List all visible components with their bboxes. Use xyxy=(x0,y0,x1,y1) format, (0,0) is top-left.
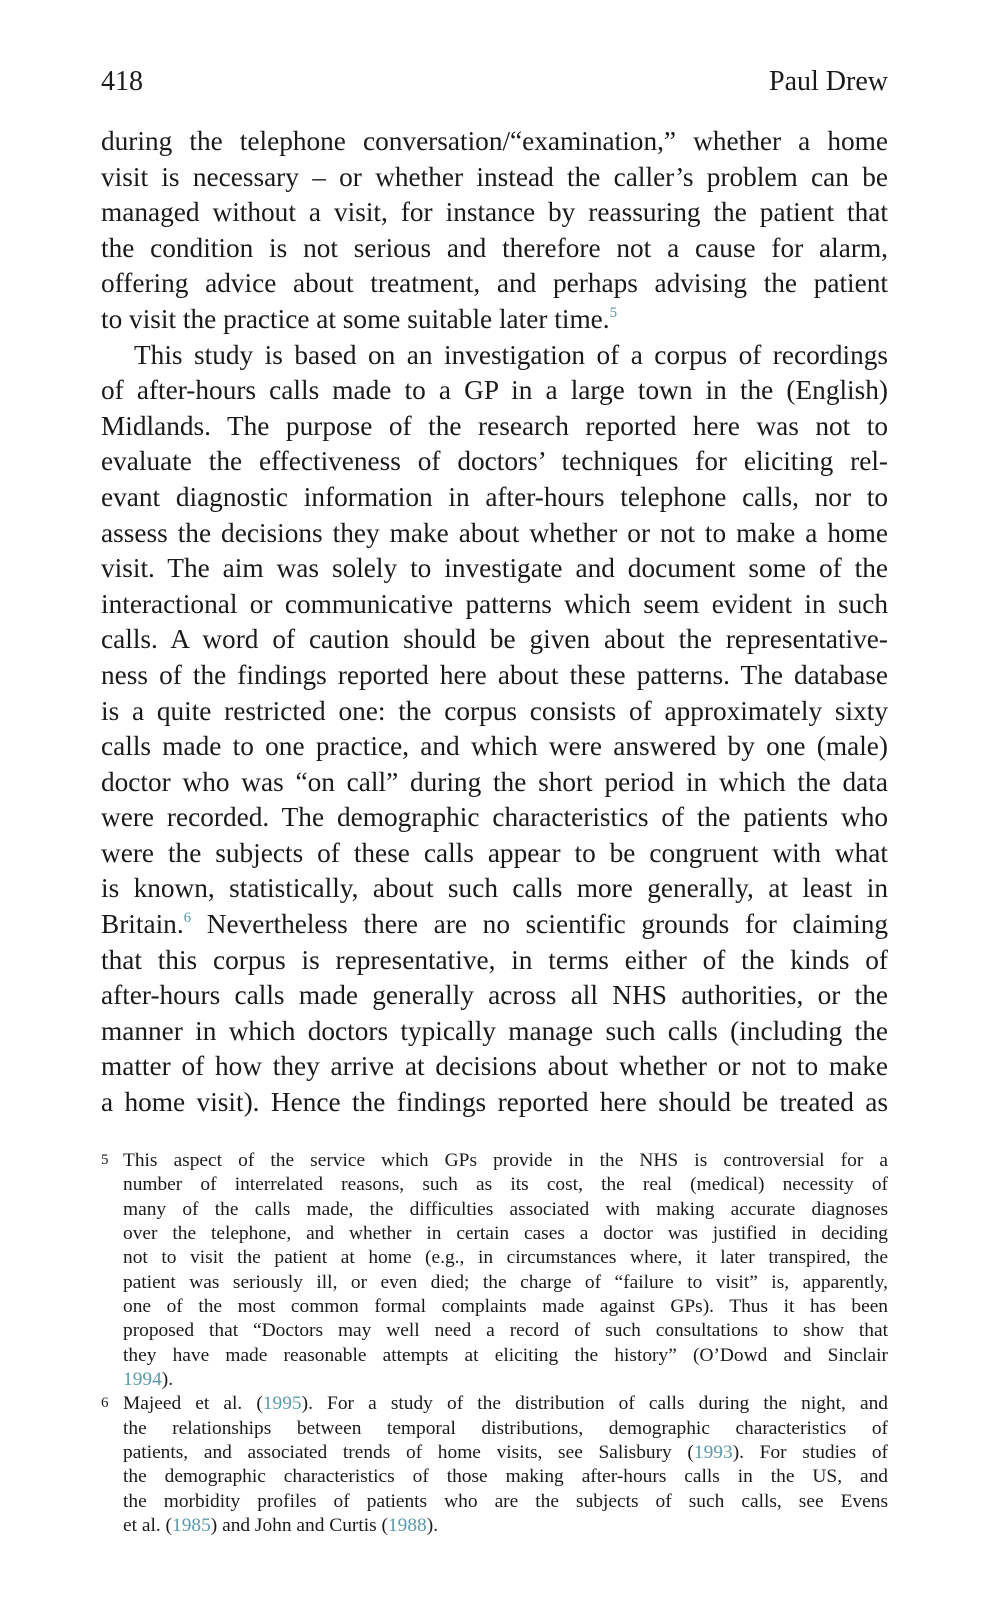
footnote-line: number of interrelated reasons, such as its cost, the real (medical) necessity of xyxy=(123,1174,888,1196)
text-line: managed without a visit, for instance by reassuring the patient that xyxy=(101,197,888,228)
text-fragment: et al. ( xyxy=(123,1515,172,1537)
text-line: is a quite restricted one: the corpus consists of approximately sixty xyxy=(101,695,888,726)
citation-link-1985[interactable]: 1985 xyxy=(172,1515,211,1537)
running-head-author: Paul Drew xyxy=(769,66,888,97)
text-fragment: ) and John and Curtis ( xyxy=(210,1515,388,1537)
text-line: ness of the findings reported here about these patterns. The database xyxy=(101,659,888,690)
main-text xyxy=(101,124,888,1121)
text-fragment: Majeed et al. ( xyxy=(123,1393,263,1415)
footnote-line: many of the calls made, the difficulties associated with making accurate diagnoses xyxy=(123,1198,888,1220)
text-line: calls made to one practice, and which were answered by one (male) xyxy=(101,731,888,762)
footnote-ref-6[interactable]: 6 xyxy=(183,910,192,927)
text-line: after-hours calls made generally across all NHS authorities, or the xyxy=(101,980,888,1011)
text-line xyxy=(101,907,888,943)
footnote-6 xyxy=(101,1392,888,1538)
text-line xyxy=(101,302,888,338)
text-line: manner in which doctors typically manage such calls (including the xyxy=(101,1015,888,1046)
footnote-line xyxy=(123,1392,888,1416)
text-line: is known, statistically, about such calls more generally, at least in xyxy=(101,873,888,904)
footnote-line: the demographic characteristics of those making after-hours calls in the US, and xyxy=(123,1466,888,1488)
citation-link-1995[interactable]: 1995 xyxy=(262,1393,302,1415)
text-fragment: ). xyxy=(426,1515,439,1537)
text-line: assess the decisions they make about whether or not to make a home xyxy=(101,517,888,548)
text-line: evaluate the effectiveness of doctors’ techniques for eliciting rel- xyxy=(101,446,888,477)
text-line: interactional or communicative patterns which seem evident in such xyxy=(101,588,888,619)
text-fragment: ). For studies of xyxy=(732,1442,889,1464)
footnote-line xyxy=(123,1441,888,1465)
footnote-line: over the telephone, and whether in certain cases a doctor was justified in deciding xyxy=(123,1223,888,1245)
text-fragment: ). For a study of the distribution of calls during the night, and xyxy=(301,1393,888,1415)
text-line: evant diagnostic information in after-hours telephone calls, nor to xyxy=(101,481,888,512)
footnote-line: not to visit the patient at home (e.g., in circumstances where, it later transpired, the xyxy=(123,1247,888,1269)
text-line: Midlands. The purpose of the research reported here was not to xyxy=(101,410,888,441)
text-fragment: Britain. xyxy=(101,909,184,940)
footnote-line: patient was seriously ill, or even died; the charge of “failure to visit” is, apparently, xyxy=(123,1271,888,1293)
text-fragment: to visit the practice at some suitable later time. xyxy=(101,303,610,334)
paragraph-1 xyxy=(101,124,888,338)
text-line: This study is based on an investigation of a corpus of recordings xyxy=(134,339,888,370)
footnote-line: they have made reasonable attempts at eliciting the history” (O’Dowd and Sinclair xyxy=(123,1344,888,1366)
paragraph-2 xyxy=(101,338,888,1121)
footnote-line: the relationships between temporal distributions, demographic characteristics of xyxy=(123,1417,888,1439)
footnotes xyxy=(101,1149,888,1539)
page-number: 418 xyxy=(101,66,143,97)
citation-link-1988[interactable]: 1988 xyxy=(387,1515,427,1537)
text-line: visit. The aim was solely to investigate and document some of the xyxy=(101,553,888,584)
text-fragment: ). xyxy=(161,1369,174,1391)
text-line: the condition is not serious and therefore not a cause for alarm, xyxy=(101,232,888,263)
citation-link-1993[interactable]: 1993 xyxy=(693,1442,733,1464)
text-line: visit is necessary – or whether instead the caller’s problem can be xyxy=(101,161,888,192)
text-line: that this corpus is representative, in terms either of the kinds of xyxy=(101,944,888,975)
footnote-line: one of the most common formal complaints made against GPs). Thus it has been xyxy=(123,1296,888,1318)
footnote-line xyxy=(123,1368,888,1392)
text-fragment: patients, and associated trends of home visits, see Salisbury ( xyxy=(123,1442,694,1464)
footnote-line: proposed that “Doctors may well need a record of such consultations to show that xyxy=(123,1320,888,1342)
text-line: calls. A word of caution should be given about the representative- xyxy=(101,624,888,655)
footnote-line: This aspect of the service which GPs provide in the NHS is controversial for a xyxy=(123,1150,888,1171)
text-line: offering advice about treatment, and perhaps advising the patient xyxy=(101,268,888,299)
footnote-number: 6 xyxy=(101,1395,109,1412)
text-line: of after-hours calls made to a GP in a large town in the (English) xyxy=(101,375,888,406)
running-header xyxy=(101,62,888,102)
text-line: were the subjects of these calls appear to be congruent with what xyxy=(101,837,888,868)
footnote-line: the morbidity profiles of patients who are the subjects of such calls, see Evens xyxy=(123,1490,888,1512)
text-line: were recorded. The demographic characteristics of the patients who xyxy=(101,802,888,833)
text-line: a home visit). Hence the findings reported here should be treated as xyxy=(101,1087,888,1118)
footnote-line xyxy=(123,1514,888,1538)
footnote-number: 5 xyxy=(101,1152,109,1168)
text-line: doctor who was “on call” during the short period in which the data xyxy=(101,766,888,797)
footnote-5 xyxy=(101,1149,888,1392)
text-line: during the telephone conversation/“examination,” whether a home xyxy=(101,126,888,156)
footnote-ref-5[interactable]: 5 xyxy=(609,304,618,321)
text-line: matter of how they arrive at decisions about whether or not to make xyxy=(101,1051,888,1082)
citation-link-1994[interactable]: 1994 xyxy=(123,1369,162,1391)
text-fragment: Nevertheless there are no scientific grounds for claiming xyxy=(191,909,888,940)
